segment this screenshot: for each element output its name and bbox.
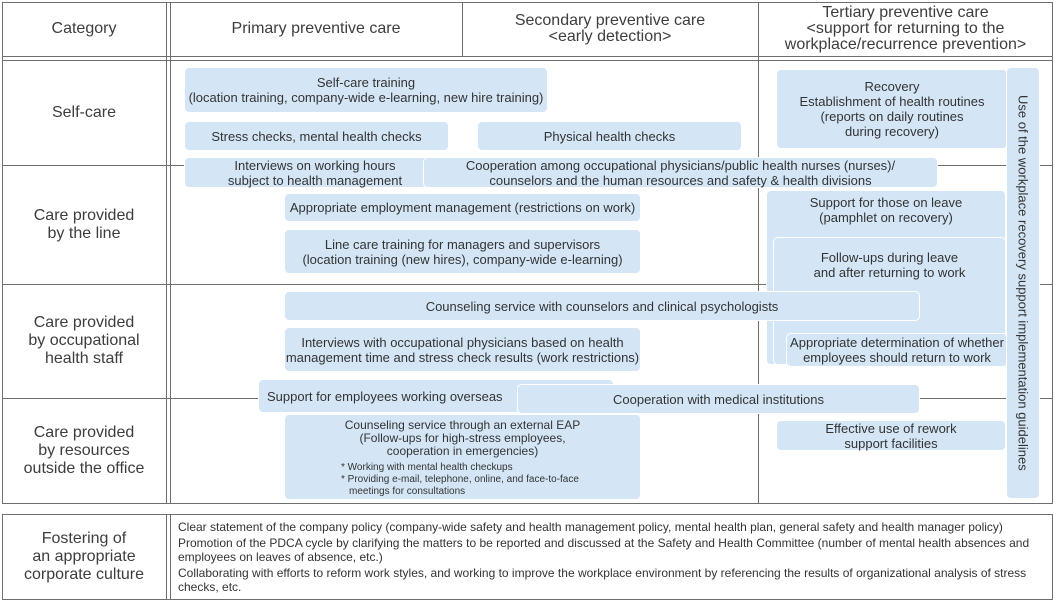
culture-label-line: Fostering of — [41, 530, 127, 547]
culture-items — [178, 520, 1048, 598]
box-text: Stress checks, mental health checks — [211, 128, 422, 144]
box-medical-cooperation — [517, 384, 920, 414]
header-primary — [170, 2, 462, 56]
culture-label-line: corporate culture — [23, 566, 145, 583]
box-physical-checks — [477, 121, 742, 151]
box-counseling-service — [284, 291, 920, 321]
row-label-staff-care — [2, 284, 166, 398]
header-tertiary — [758, 2, 1053, 56]
box-interviews-physicians — [284, 327, 641, 372]
culture-col-divider-2 — [170, 514, 171, 600]
box-text: Interviews with occupational physicians based on health — [301, 334, 624, 350]
col-divider-category-2 — [170, 2, 171, 504]
box-text: Establishment of health routines — [799, 94, 985, 109]
row-label-line: health staff — [45, 350, 123, 367]
box-text: Cooperation with medical institutions — [613, 391, 824, 407]
box-text: Cooperation among occupational physicians/public health nurses (nurses)/ — [465, 157, 896, 173]
eap-main — [291, 419, 634, 458]
box-selfcare-training — [184, 67, 548, 113]
eap-note: * Providing e-mail, telephone, online, and face-to-face — [341, 474, 579, 485]
header-secondary — [462, 2, 758, 56]
box-eap — [284, 414, 641, 500]
culture-label-line: an appropriate — [32, 548, 136, 565]
row-label-line: by resources — [38, 442, 130, 459]
vertical-guidelines-text: Use of the workplace recovery support implementation guidelines — [1015, 95, 1031, 471]
col-divider-category — [166, 2, 167, 504]
box-text: Appropriate determination of whether — [790, 335, 1004, 350]
box-text: (pamphlet on recovery) — [819, 210, 953, 225]
box-text: Self-care training — [316, 75, 416, 90]
box-text: (location training (new hires), company-wide e-learning) — [302, 251, 623, 267]
box-interviews-hours — [184, 157, 446, 188]
box-text: Follow-ups during leave — [820, 250, 959, 265]
header-primary-text: Primary preventive care — [231, 20, 401, 37]
header-tertiary-line: Tertiary preventive care — [822, 4, 989, 21]
col-divider-tertiary — [758, 2, 759, 504]
header-secondary-line: Secondary preventive care — [514, 12, 706, 29]
box-recovery — [776, 69, 1008, 149]
row-label-line: Care provided — [33, 314, 135, 331]
box-text: (Follow-ups for high-stress employees, — [359, 431, 566, 445]
header-category — [2, 2, 166, 56]
row-label-line: Self-care — [51, 103, 117, 121]
box-text: (location training, company-wide e-learning, new hire training) — [188, 90, 544, 105]
row-label-line: Care provided — [33, 206, 135, 224]
box-text: employees should return to work — [803, 350, 991, 365]
box-text: Interviews on working hours — [234, 157, 396, 173]
box-text: subject to health management — [227, 172, 403, 188]
culture-item: Collaborating with efforts to reform work styles, and working to improve the workplace environment by referencing the results of organizational analysis of stress checks, etc. — [178, 566, 1027, 594]
header-category-text: Category — [51, 20, 117, 37]
box-rework — [776, 420, 1006, 451]
box-stress-checks — [184, 121, 449, 151]
box-text: counselors and the human resources and safety & health divisions — [489, 172, 872, 188]
box-text: Physical health checks — [543, 128, 676, 144]
box-text: Line care training for managers and supervisors — [324, 236, 601, 252]
box-text: and after returning to work — [813, 265, 966, 280]
box-text: Counseling service with counselors and clinical psychologists — [425, 298, 779, 314]
box-text: Counseling service through an external EAP — [344, 418, 581, 432]
box-text: Recovery — [864, 79, 920, 94]
box-cooperation-physicians — [423, 157, 938, 188]
row-label-line: Care provided — [33, 424, 135, 441]
header-secondary-line: <early detection> — [548, 28, 672, 45]
header-tertiary-line: <support for returning to the — [806, 20, 1005, 37]
row-label-outside-care — [2, 398, 166, 504]
box-text: Appropriate employment management (restrictions on work) — [289, 200, 636, 215]
box-text: Support for those on leave — [809, 195, 963, 210]
box-line-training — [284, 229, 641, 274]
eap-notes — [291, 462, 634, 498]
culture-col-divider — [166, 514, 167, 600]
box-return-determination — [786, 333, 1008, 367]
row-label-self-care — [2, 60, 166, 165]
culture-label — [2, 514, 166, 600]
header-tertiary-line: workplace/recurrence prevention> — [784, 36, 1027, 53]
box-text: management time and stress check results (work restrictions) — [285, 349, 640, 365]
header-divider — [2, 56, 1053, 57]
eap-note: meetings for consultations — [349, 486, 466, 497]
culture-item: Clear statement of the company policy (company-wide safety and health management policy, mental health plan, general safety and health manager policy) — [178, 520, 1003, 534]
row-label-line: by the line — [47, 224, 121, 242]
box-employment-mgmt — [284, 193, 641, 222]
box-text: Effective use of rework — [825, 420, 957, 436]
box-text: Support for employees working overseas — [267, 388, 503, 404]
box-text: support facilities — [844, 435, 938, 451]
box-vertical-guidelines — [1006, 67, 1040, 499]
culture-item: Promotion of the PDCA cycle by clarifying the matters to be reported and discussed at the Safety and Health Committee (number of mental health absences and employees on leaves of absence, etc.) — [178, 536, 1030, 564]
box-text: cooperation in emergencies) — [386, 444, 539, 458]
row-label-line: by occupational — [28, 332, 140, 349]
eap-note: * Working with mental health checkups — [341, 462, 513, 473]
row-label-line: outside the office — [23, 460, 145, 477]
box-text: during recovery) — [845, 124, 939, 139]
box-text: (reports on daily routines — [820, 109, 964, 124]
row-label-line-care — [2, 165, 166, 284]
